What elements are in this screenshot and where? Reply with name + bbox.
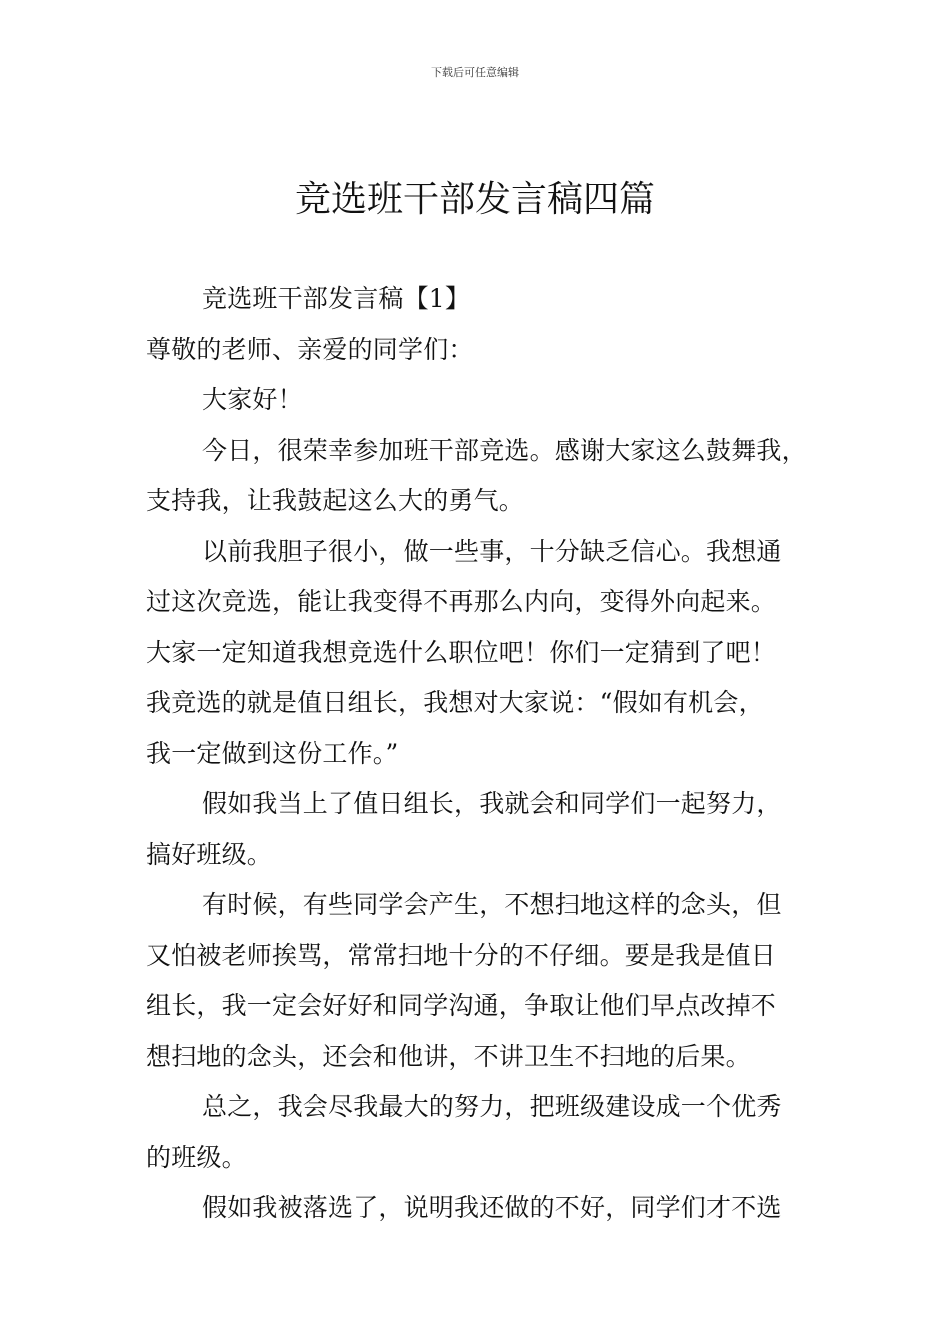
body-line: 支持我，让我鼓起这么大的勇气。	[146, 486, 525, 515]
body-line: 假如我当上了值日组长，我就会和同学们一起努力，	[202, 789, 782, 818]
body-line: 竞选班干部发言稿【1】	[202, 284, 471, 313]
body-line: 以前我胆子很小，做一些事，十分缺乏信心。我想通	[202, 536, 782, 566]
body-line: 我竞选的就是值日组长，我想对大家说：“假如有机会，	[146, 688, 764, 717]
body-line: 我一定做到这份工作。”	[146, 738, 399, 768]
body-line: 假如我被落选了，说明我还做的不好，同学们才不选	[202, 1193, 782, 1222]
body-line: 总之，我会尽我最大的努力，把班级建设成一个优秀	[202, 1092, 782, 1121]
body-line: 过这次竞选，能让我变得不再那么内向，变得外向起来。	[146, 587, 777, 616]
body-line: 搞好班级。	[146, 839, 273, 869]
body-line: 又怕被老师挨骂，常常扫地十分的不仔细。要是我是值日	[146, 940, 777, 970]
document-title: 竞选班干部发言稿四篇	[294, 179, 655, 220]
body-line: 的班级。	[146, 1142, 247, 1172]
body-line: 大家一定知道我想竞选什么职位吧！你们一定猜到了吧！	[146, 637, 777, 667]
body-line: 想扫地的念头，还会和他讲，不讲卫生不扫地的后果。	[146, 1041, 751, 1071]
body-line: 大家好！	[202, 385, 303, 414]
body-line: 组长，我一定会好好和同学沟通，争取让他们早点改掉不	[146, 991, 777, 1020]
body-line: 今日，很荣幸参加班干部竞选。感谢大家这么鼓舞我，	[202, 435, 807, 465]
body-line: 有时候，有些同学会产生，不想扫地这样的念头，但	[202, 890, 782, 919]
body-line: 尊敬的老师、亲爱的同学们：	[146, 334, 474, 364]
document-body	[146, 274, 836, 1234]
header-note: 下载后可任意编辑	[431, 66, 519, 79]
